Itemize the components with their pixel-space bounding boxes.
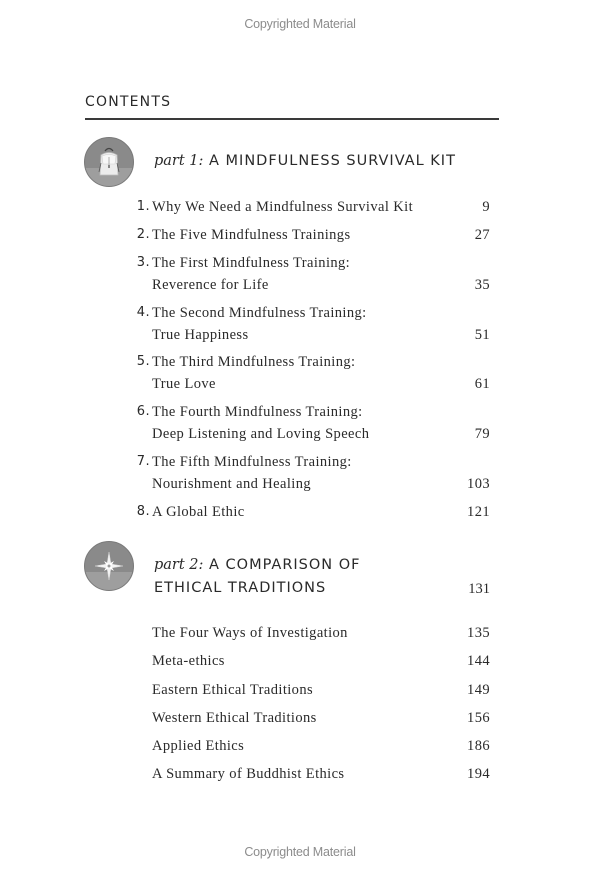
entry-title: The Fourth Mindfulness Training: bbox=[152, 404, 363, 420]
entry-title: The Second Mindfulness Training: bbox=[152, 305, 367, 321]
entry-title-line-2: Deep Listening and Loving Speech bbox=[152, 426, 370, 442]
entry-page: 35 bbox=[474, 277, 490, 293]
entry-number: 1. bbox=[136, 199, 150, 214]
entry-page: 9 bbox=[482, 199, 490, 215]
entry-page: 194 bbox=[467, 766, 490, 782]
part-1-label: part 1: bbox=[154, 153, 204, 169]
part-2-title-line-2: ETHICAL TRADITIONS bbox=[154, 580, 327, 596]
entry-title-line-2: Nourishment and Healing bbox=[152, 476, 312, 492]
entry-number: 3. bbox=[136, 255, 150, 270]
part-1-title bbox=[154, 150, 456, 173]
toc-entry[interactable] bbox=[130, 401, 490, 445]
entry-page: 103 bbox=[467, 476, 490, 492]
copyright-watermark-bottom: Copyrighted Material bbox=[244, 845, 356, 859]
entry-number: 2. bbox=[136, 227, 150, 242]
entry-title: Eastern Ethical Traditions bbox=[152, 682, 314, 698]
toc-entry[interactable] bbox=[130, 707, 490, 729]
heading-divider bbox=[85, 118, 499, 120]
entry-title: Western Ethical Traditions bbox=[152, 710, 317, 726]
entry-title: Meta-ethics bbox=[152, 653, 225, 669]
entry-title: The Five Mindfulness Trainings bbox=[152, 227, 351, 243]
entry-page: 156 bbox=[467, 710, 490, 726]
toc-entry[interactable] bbox=[130, 252, 490, 296]
entry-title: The First Mindfulness Training: bbox=[152, 255, 351, 271]
part-1-title-line: A MINDFULNESS SURVIVAL KIT bbox=[209, 153, 456, 169]
entry-title: The Third Mindfulness Training: bbox=[152, 354, 356, 370]
entry-title: The Four Ways of Investigation bbox=[152, 625, 348, 641]
entry-number: 6. bbox=[136, 404, 150, 419]
toc-entry[interactable] bbox=[130, 735, 490, 757]
toc-entry[interactable] bbox=[130, 650, 490, 672]
entry-title: A Global Ethic bbox=[152, 504, 245, 520]
entry-page: 79 bbox=[474, 426, 490, 442]
entry-page: 51 bbox=[474, 327, 490, 343]
entry-number: 5. bbox=[136, 354, 150, 369]
part-2-title-line-1: A COMPARISON OF bbox=[209, 557, 361, 573]
entry-page: 186 bbox=[467, 738, 490, 754]
contents-heading: CONTENTS bbox=[85, 94, 172, 110]
entry-title: Applied Ethics bbox=[152, 738, 245, 754]
entry-number: 4. bbox=[136, 305, 150, 320]
toc-entry[interactable] bbox=[130, 679, 490, 701]
toc-entry[interactable] bbox=[130, 501, 490, 523]
entry-title-line-2: True Love bbox=[152, 376, 216, 392]
compass-star-icon bbox=[84, 541, 134, 591]
entry-title-line-2: Reverence for Life bbox=[152, 277, 269, 293]
toc-entry[interactable] bbox=[130, 451, 490, 495]
entry-number: 7. bbox=[136, 454, 150, 469]
copyright-watermark-top: Copyrighted Material bbox=[244, 17, 356, 31]
part-2-label: part 2: bbox=[154, 557, 204, 573]
part-2-page: 131 bbox=[468, 581, 490, 597]
entry-title: The Fifth Mindfulness Training: bbox=[152, 454, 352, 470]
part-2-title bbox=[154, 554, 361, 600]
backpack-icon bbox=[84, 137, 134, 187]
entry-page: 61 bbox=[474, 376, 490, 392]
toc-entry[interactable] bbox=[130, 622, 490, 644]
toc-entry[interactable] bbox=[130, 224, 490, 246]
toc-entry[interactable] bbox=[130, 302, 490, 346]
entry-page: 149 bbox=[467, 682, 490, 698]
toc-entry[interactable] bbox=[130, 763, 490, 785]
entry-number: 8. bbox=[136, 504, 150, 519]
toc-entry[interactable] bbox=[130, 351, 490, 395]
entry-page: 144 bbox=[467, 653, 490, 669]
toc-entry[interactable] bbox=[130, 196, 490, 218]
entry-page: 121 bbox=[467, 504, 490, 520]
entry-page: 27 bbox=[474, 227, 490, 243]
entry-title: A Summary of Buddhist Ethics bbox=[152, 766, 345, 782]
entry-title-line-2: True Happiness bbox=[152, 327, 249, 343]
entry-page: 135 bbox=[467, 625, 490, 641]
entry-title: Why We Need a Mindfulness Survival Kit bbox=[152, 199, 414, 215]
